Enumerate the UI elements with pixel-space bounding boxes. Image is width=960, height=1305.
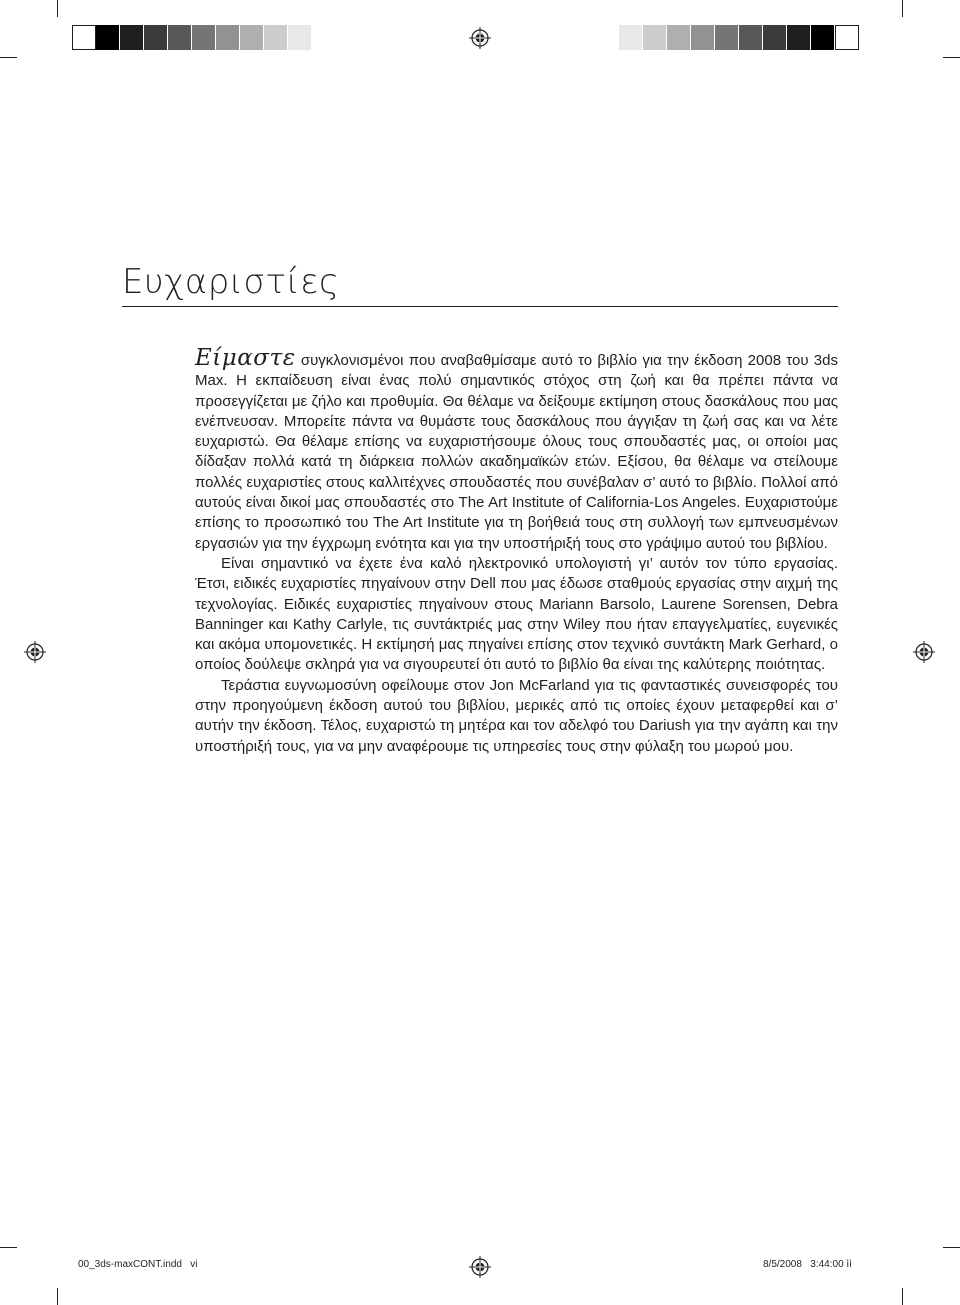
crop-mark <box>943 1247 960 1248</box>
slug-filename: 00_3ds-maxCONT.indd vi <box>78 1259 198 1270</box>
body-text <box>195 345 838 757</box>
crop-mark <box>57 1288 58 1305</box>
grey-swatch <box>72 25 96 50</box>
crop-mark <box>0 1247 17 1248</box>
crop-mark <box>902 1288 903 1305</box>
grey-swatch <box>216 25 240 50</box>
grey-bar-right <box>619 25 859 50</box>
grey-swatch <box>763 25 787 50</box>
registration-mark-icon <box>24 641 46 663</box>
title-rule <box>122 306 838 307</box>
registration-mark-icon <box>469 27 491 49</box>
grey-swatch <box>288 25 312 50</box>
grey-swatch <box>787 25 811 50</box>
grey-swatch <box>120 25 144 50</box>
grey-swatch <box>96 25 120 50</box>
grey-swatch <box>144 25 168 50</box>
grey-swatch <box>192 25 216 50</box>
paragraph-1-text: συγκλονισμένοι που αναβαθμίσαμε αυτό το βιβλίο για την έκδοση 2008 του 3ds Max. Η εκπαίδευση είναι ένας πολύ σημαντικός στόχος στη ζωή και θα πρέπει πάντα να προσεγγίζεται με ζήλο και προθυμία. Θα θέλαμε να δείξουμε εκτίμηση στους δασκάλους που μας ενέπνευσαν. Μπορείτε πάντα να θυμάστε τους δασκάλους που άγγιξαν τη ζωή σας και να λέτε ευχαριστώ. Θα θέλαμε επίσης να ευχαριστήσουμε όλους τους σπουδαστές μας, οι οποίοι μας δίδαξαν πολλά κατά τη διάρκεια πολλών ακαδημαϊκών ετών. Εξίσου, θα θέλαμε να στείλουμε πολλές ευχαριστίες στους καλλιτέχνες σπουδαστές που συνέβαλαν σ’ αυτό το βιβλίο. Πολλοί από αυτούς είναι δικοί μας σπουδαστές στο The Art Institute of California-Los Angeles. Ευχαριστούμε επίσης το προσωπικό του The Art Institute για τη βοήθειά τους στη συλλογή των εμπνευσμένων εργασιών για την έγχρωμη ενότητα και για την υποστήριξή τους στο γράψιμο αυτού του βιβλίου. <box>195 352 838 552</box>
grey-swatch <box>643 25 667 50</box>
paragraph-3: Τεράστια ευγνωμοσύνη οφείλουμε στον Jon McFarland για τις φανταστικές συνεισφορές του στην προηγούμενη έκδοση αυτού του βιβλίου, μερικές από τις οποίες έχουν μεταφερθεί και σ’ αυτήν την έκδοση. Τέλος, ευχαριστώ τη μητέρα και τον αδελφό του Dariush για την αγάπη και την υποστήριξή τους, για να μην αναφέρουμε τις υπηρεσίες τους στην φύλαξη του μωρού μου. <box>195 676 838 755</box>
paragraph-1 <box>195 345 838 554</box>
grey-swatch <box>691 25 715 50</box>
grey-swatch <box>811 25 835 50</box>
grey-swatch <box>667 25 691 50</box>
grey-swatch <box>835 25 859 50</box>
grey-swatch <box>264 25 288 50</box>
grey-swatch <box>168 25 192 50</box>
crop-mark <box>0 57 17 58</box>
grey-swatch <box>619 25 643 50</box>
registration-mark-icon <box>913 641 935 663</box>
dropword: Είμαστε <box>195 345 296 371</box>
slug-datetime: 8/5/2008 3:44:00 ìì <box>763 1259 852 1270</box>
grey-swatch <box>715 25 739 50</box>
paragraph-2: Είναι σημαντικό να έχετε ένα καλό ηλεκτρονικό υπολογιστή γι’ αυτόν τον τύπο εργασίας. Έτσι, ειδικές ευχαριστίες πηγαίνουν στην Dell που μας έδωσε σταθμούς εργασίας στην αιχμή της τεχνολογίας. Ειδικές ευχαριστίες πηγαίνουν στους Mariann Barsolo, Laurene Sorensen, Debra Banninger και Kathy Carlyle, τις συντάκτριές μας στην Wiley που ήταν επαγγελματίες, ευγενικές και ακόμα υπομονετικές. Η εκτίμησή μας πηγαίνει επίσης στον τεχνικό συντάκτη Mark Gerhard, ο οποίος δούλεψε σκληρά για να σιγουρευτεί ότι αυτό το βιβλίο θα είναι της καλύτερης ποιότητας. <box>195 554 838 674</box>
grey-swatch <box>739 25 763 50</box>
page-title: Ευχαριστίες <box>122 262 340 302</box>
grey-swatch <box>240 25 264 50</box>
crop-mark <box>943 57 960 58</box>
crop-mark <box>57 0 58 17</box>
crop-mark <box>902 0 903 17</box>
registration-mark-icon <box>469 1256 491 1278</box>
grey-bar-left <box>72 25 312 50</box>
